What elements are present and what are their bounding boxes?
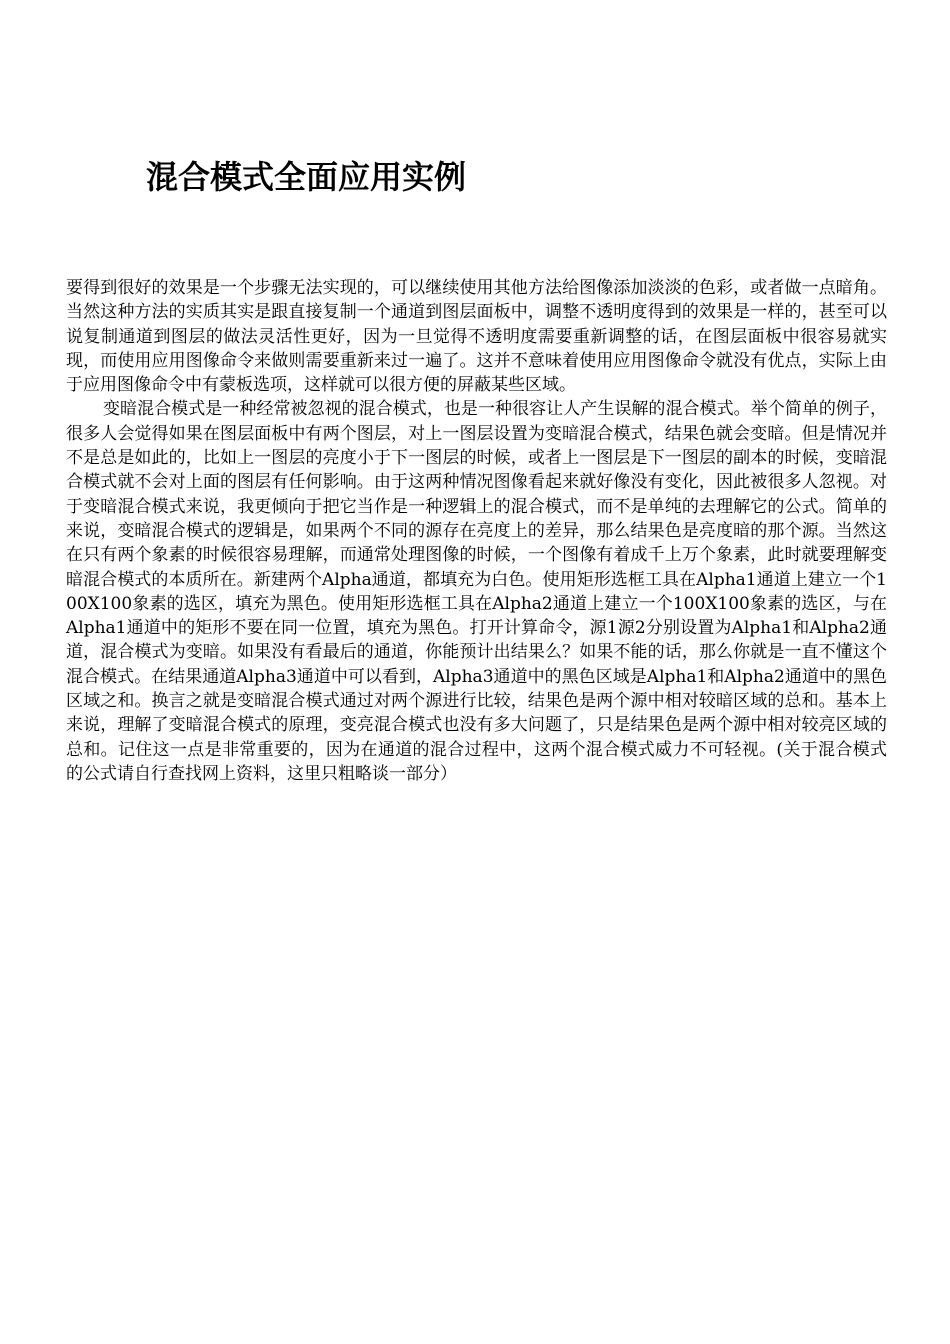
paragraph-intro: 要得到很好的效果是一个步骤无法实现的，可以继续使用其他方法给图像添加淡淡的色彩，或者做一点暗角。当然这种方法的实质其实是跟直接复制一个通道到图层面板中，调整不透明度得到的效果是一样的，甚至可以说复制通道到图层的做法灵活性更好，因为一旦觉得不透明度需要重新调整的话，在图层面板中很容易就实现，而使用应用图像命令来做则需要重新来过一遍了。这并不意味着使用应用图像命令就没有优点，实际上由于应用图像命令中有蒙板选项，这样就可以很方便的屏蔽某些区域。 [66,278,887,396]
document-title: 混合模式全面应用实例 [146,158,467,196]
paragraph-darken-mode: 变暗混合模式是一种经常被忽视的混合模式，也是一种很容让人产生误解的混合模式。举个简单的例子，很多人会觉得如果在图层面板中有两个图层，对上一图层设置为变暗混合模式，结果色就会变暗。但是情况并不是总是如此的，比如上一图层的亮度小于下一图层的时候，或者上一图层是下一图层的副本的时候，变暗混合模式就不会对上面的图层有任何影响。由于这两种情况图像看起来就好像没有变化，因此被很多人忽视。对于变暗混合模式来说，我更倾向于把它当作是一种逻辑上的混合模式，而不是单纯的去理解它的公式。简单的来说，变暗混合模式的逻辑是，如果两个不同的源存在亮度上的差异，那么结果色是亮度暗的那个源。当然这在只有两个象素的时候很容易理解，而通常处理图像的时候，一个图像有着成千上万个象素，此时就要理解变暗混合模式的本质所在。新建两个Alpha通道，都填充为白色。使用矩形选框工具在Alpha1通道上建立一个100X100象素的选区，填充为黑色。使用矩形选框工具在Alpha2通道上建立一个100X100象素的选区，与在Alpha1通道中的矩形不要在同一位置，填充为黑色。打开计算命令，源1源2分别设置为Alpha1和Alpha2通道，混合模式为变暗。如果没有看最后的通道，你能预计出结果么？如果不能的话，那么你就是一直不懂这个混合模式。在结果通道Alpha3通道中可以看到，Alpha3通道中的黑色区域是Alpha1和Alpha2通道中的黑色区域之和。换言之就是变暗混合模式通过对两个源进行比较，结果色是两个源中相对较暗区域的总和。基本上来说，理解了变暗混合模式的原理，变亮混合模式也没有多大问题了，只是结果色是两个源中相对较亮区域的总和。记住这一点是非常重要的，因为在通道的混合过程中，这两个混合模式威力不可轻视。(关于混合模式的公式请自行查找网上资料，这里只粗略谈一部分） [66,399,887,784]
document-body [66,276,887,786]
